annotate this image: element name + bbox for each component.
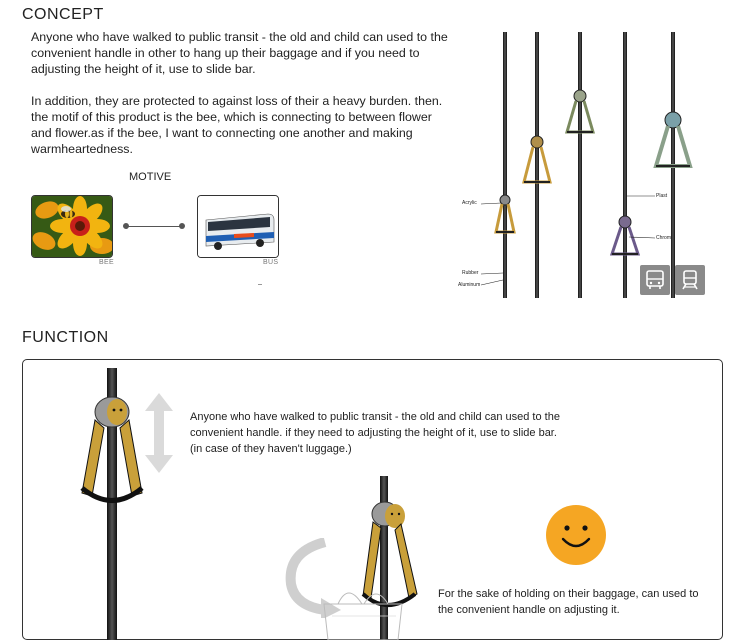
small-dash (258, 284, 262, 285)
motive-label: MOTIVE (129, 171, 172, 183)
bus-photo (197, 195, 279, 258)
connector-dot-left (123, 223, 129, 229)
bee-photo (31, 195, 113, 258)
label-acrylic: Acrylic (462, 200, 477, 206)
label-rubber: Rubber (462, 270, 479, 276)
concept-paragraph-1: Anyone who have walked to public transit - the old and child can used to the convenient handle in other to hang up their baggage and if you need to adjusting the height of it, use to slide bar. (31, 30, 448, 76)
pole-3 (578, 32, 582, 298)
pole-1 (503, 32, 507, 298)
handle-product-render (455, 30, 720, 300)
bag-icon (318, 582, 408, 640)
function-title: FUNCTION (22, 329, 109, 346)
pole-2 (535, 32, 539, 298)
concept-paragraph-2: In addition, they are protected to against loss of their a heavy burden. then. the motif of this product is the bee, which is connecting to between flower and flower.as if the bee, I want to connecting one another and making warmheartedness. (31, 94, 443, 156)
motive-connector-line (126, 226, 182, 227)
function-text-2: For the sake of holding on their baggage, can used to the convenient handle on adjusting it. (438, 588, 699, 616)
function-text-1: Anyone who have walked to public transit - the old and child can used to the convenient handle. if they need to adjusting the height of it, use to slide bar. (in case of they haven't luggage.) (190, 411, 560, 455)
label-aluminum: Aluminum (458, 282, 481, 288)
bus-icon (640, 265, 670, 295)
bee-caption: BEE (99, 259, 114, 266)
concept-title: CONCEPT (22, 6, 104, 23)
pole-4 (623, 32, 627, 298)
up-down-arrow-icon (143, 393, 175, 473)
bus-caption: BUS (263, 259, 279, 266)
label-plastic: Plast (656, 193, 668, 199)
smiley-icon (546, 505, 606, 565)
bus-image (198, 196, 278, 257)
bee-flower-image (32, 196, 112, 257)
connector-dot-right (179, 223, 185, 229)
label-chrome: Chrom (656, 235, 672, 241)
train-icon (675, 265, 705, 295)
